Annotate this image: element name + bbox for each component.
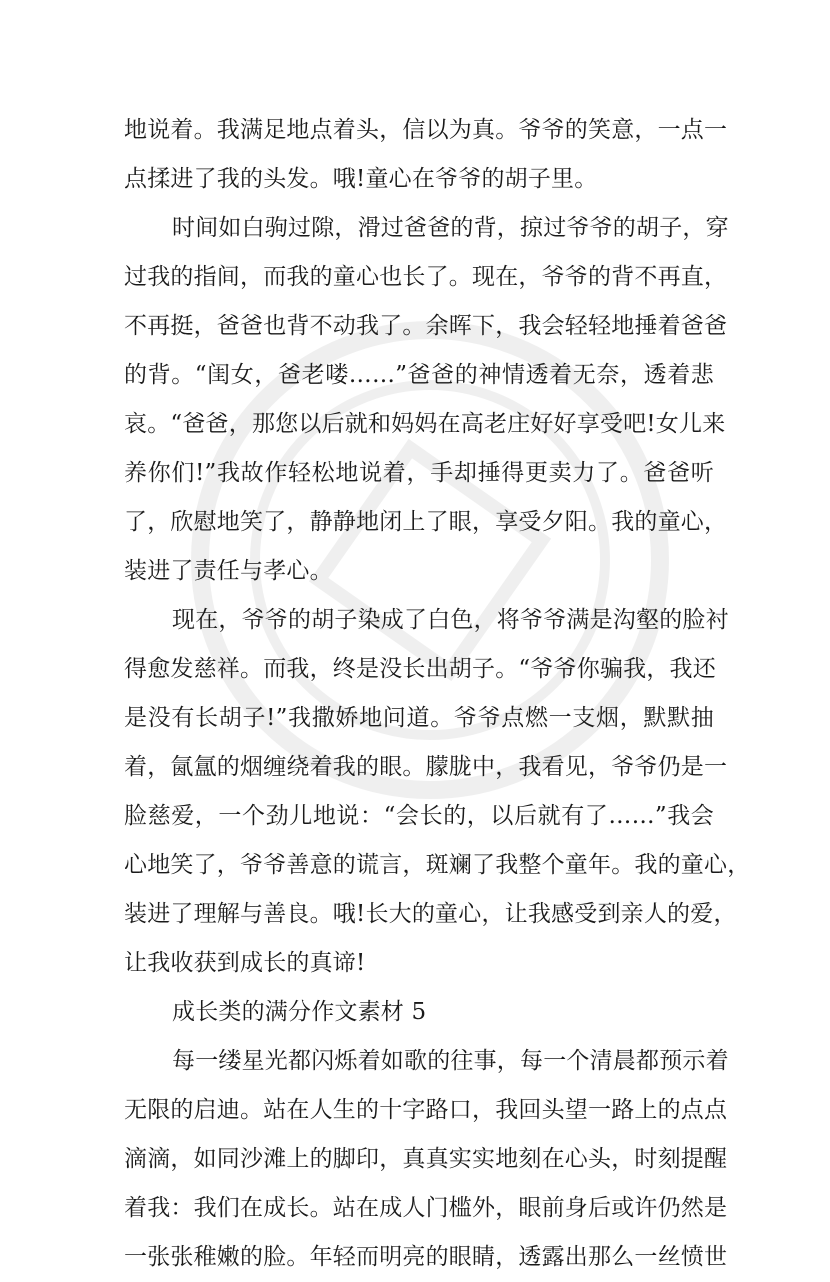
text-line: 一张张稚嫩的脸。年轻而明亮的眼睛，透露出那么一丝愤世 xyxy=(124,1244,728,1270)
text-line: 装进了责任与孝心。 xyxy=(124,558,333,584)
text-line: 哀。“爸爸，那您以后就和妈妈在高老庄好好享受吧!女儿来 xyxy=(124,411,726,437)
document-body xyxy=(124,106,751,1282)
text-line: 了，欣慰地笑了，静静地闭上了眼，享受夕阳。我的童心， xyxy=(124,509,728,535)
text-line: 滴滴，如同沙滩上的脚印，真真实实地刻在心头，时刻提醒 xyxy=(124,1146,728,1172)
text-line: 得愈发慈祥。而我，终是没长出胡子。“爷爷你骗我，我还 xyxy=(124,656,716,682)
section-heading: 成长类的满分作文素材 5 xyxy=(172,999,427,1025)
text-line: 装进了理解与善良。哦!长大的童心，让我感受到亲人的爱， xyxy=(124,901,737,927)
text-line: 不再挺，爸爸也背不动我了。余晖下，我会轻轻地捶着爸爸 xyxy=(124,313,728,339)
text-line: 过我的指间，而我的童心也长了。现在，爷爷的背不再直， xyxy=(124,264,728,290)
text-line: 地说着。我满足地点着头，信以为真。爷爷的笑意，一点一 xyxy=(124,117,728,143)
text-line: 无限的启迪。站在人生的十字路口，我回头望一路上的点点 xyxy=(124,1097,728,1123)
text-line: 是没有长胡子!”我撒娇地问道。爷爷点燃一支烟，默默抽 xyxy=(124,705,714,731)
text-line: 脸慈爱，一个劲儿地说：“会长的，以后就有了……”我会 xyxy=(124,803,714,829)
text-line: 着，氤氲的烟缠绕着我的眼。朦胧中，我看见，爷爷仍是一 xyxy=(124,754,728,780)
text-line: 养你们!”我故作轻松地说着，手却捶得更卖力了。爸爸听 xyxy=(124,460,714,486)
text-line: 每一缕星光都闪烁着如歌的往事，每一个清晨都预示着 xyxy=(172,1048,729,1074)
text-line: 现在，爷爷的胡子染成了白色，将爷爷满是沟壑的脸衬 xyxy=(172,607,729,633)
text-line: 的背。“闺女，爸老喽……”爸爸的神情透着无奈，透着悲 xyxy=(124,362,714,388)
text-line: 心地笑了，爷爷善意的谎言，斑斓了我整个童年。我的童心， xyxy=(124,852,751,878)
text-line: 让我收获到成长的真谛! xyxy=(124,950,366,976)
text-line: 点揉进了我的头发。哦!童心在爷爷的胡子里。 xyxy=(124,166,598,192)
text-line: 时间如白驹过隙，滑过爸爸的背，掠过爷爷的胡子，穿 xyxy=(172,215,729,241)
text-line: 着我：我们在成长。站在成人门槛外，眼前身后或许仍然是 xyxy=(124,1195,728,1221)
